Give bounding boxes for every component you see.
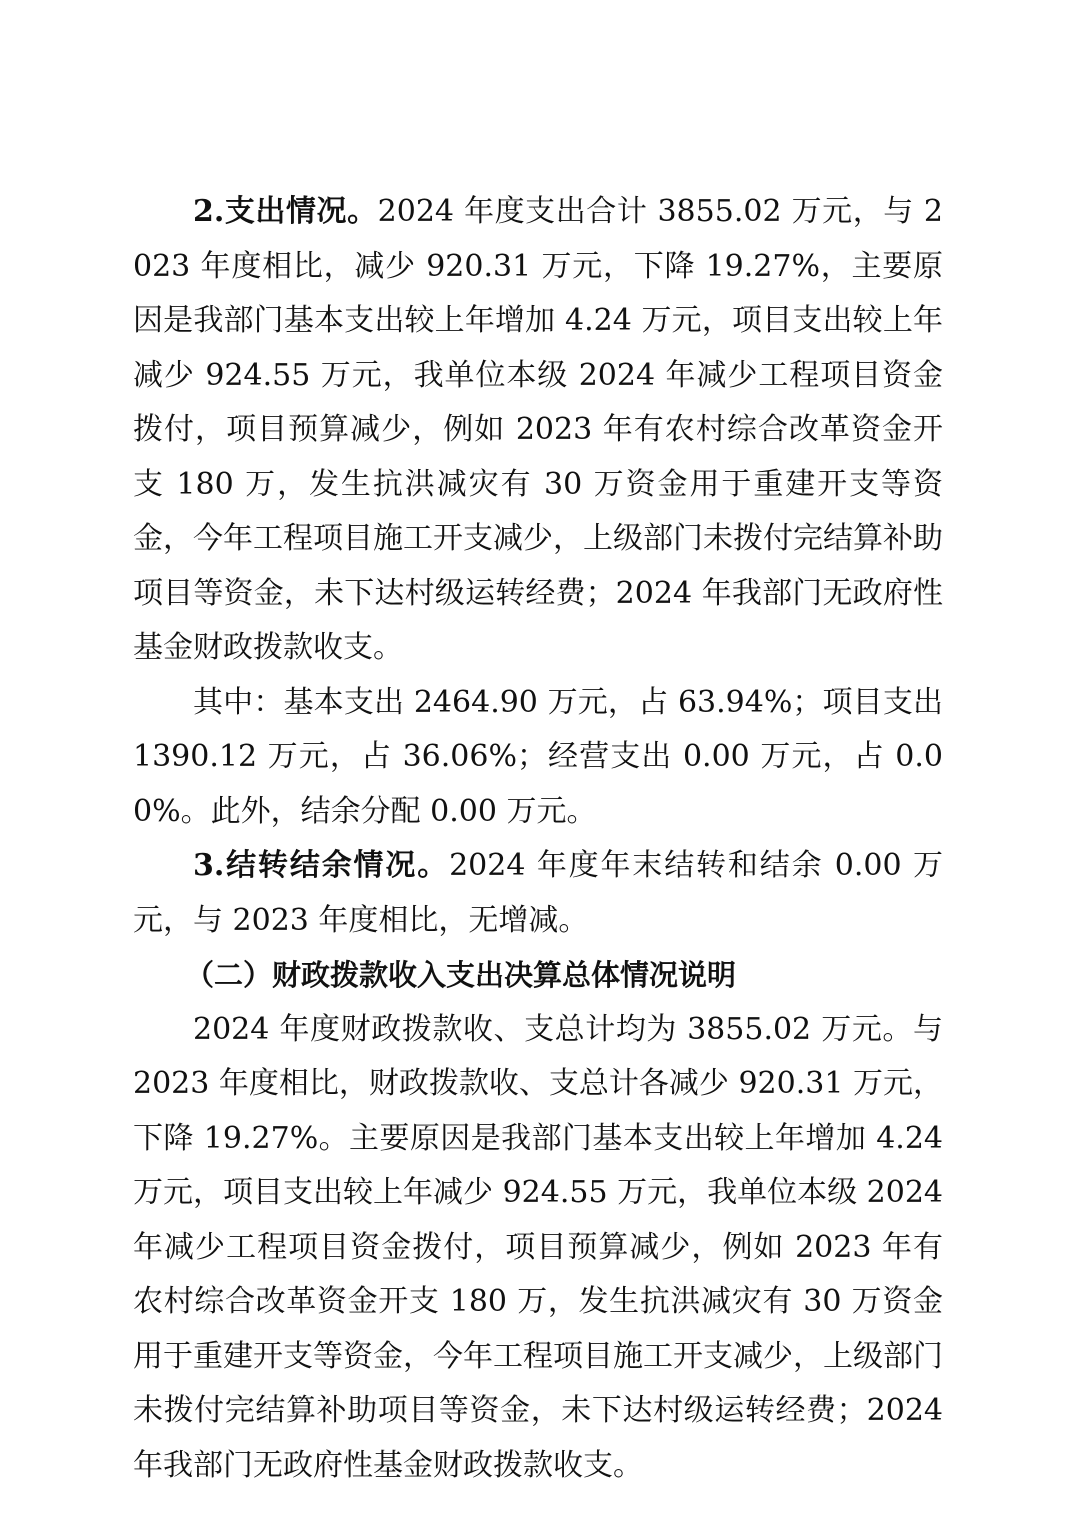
carryover-paragraph (133, 839, 943, 948)
fiscal-summary-paragraph: 2024 年度财政拨款收、支总计均为 3855.02 万元。与 2023 年度相比，财政拨款收、支总计各减少 920.31 万元，下降 19.27%。主要原因是我部门基本支出较上年增加 4.24 万元，项目支出较上年减少 924.55 万元，我单位本级 2024 年减少工程项目资金拨付，项目预算减少，例如 2023 年有农村综合改革资金开支 180 万，发生抗洪减灾有 30 万资金用于重建开支等资金，今年工程项目施工开支减少，上级部门未拨付完结算补助项目等资金，未下达村级运转经费；2024 年我部门无政府性基金财政拨款收支。 (133, 1011, 943, 1483)
carryover-body: 2024 年度年末结转和结余 0.00 万元，与 2023 年度相比，无增减。 (133, 848, 943, 938)
carryover-lead: 3.结转结余情况。 (193, 848, 450, 883)
expenditure-lead: 2.支出情况。 (193, 194, 378, 229)
expenditure-paragraph (133, 185, 943, 676)
expenditure-breakdown-paragraph: 其中：基本支出 2464.90 万元，占 63.94%；项目支出 1390.12 万元，占 36.06%；经营支出 0.00 万元，占 0.00%。此外，结余分配 0.00 万元。 (133, 684, 943, 829)
document-page (133, 185, 943, 1493)
fiscal-section-heading: （二）财政拨款收入支出决算总体情况说明 (185, 958, 737, 992)
expenditure-body: 2024 年度支出合计 3855.02 万元，与 2023 年度相比，减少 920.31 万元，下降 19.27%，主要原因是我部门基本支出较上年增加 4.24 万元，项目支出较上年减少 924.55 万元，我单位本级 2024 年减少工程项目资金拨付，项目预算减少，例如 2023 年有农村综合改革资金开支 180 万，发生抗洪减灾有 30 万资金用于重建开支等资金，今年工程项目施工开支减少，上级部门未拨付完结算补助项目等资金，未下达村级运转经费；2024 年我部门无政府性基金财政拨款收支。 (133, 194, 943, 665)
